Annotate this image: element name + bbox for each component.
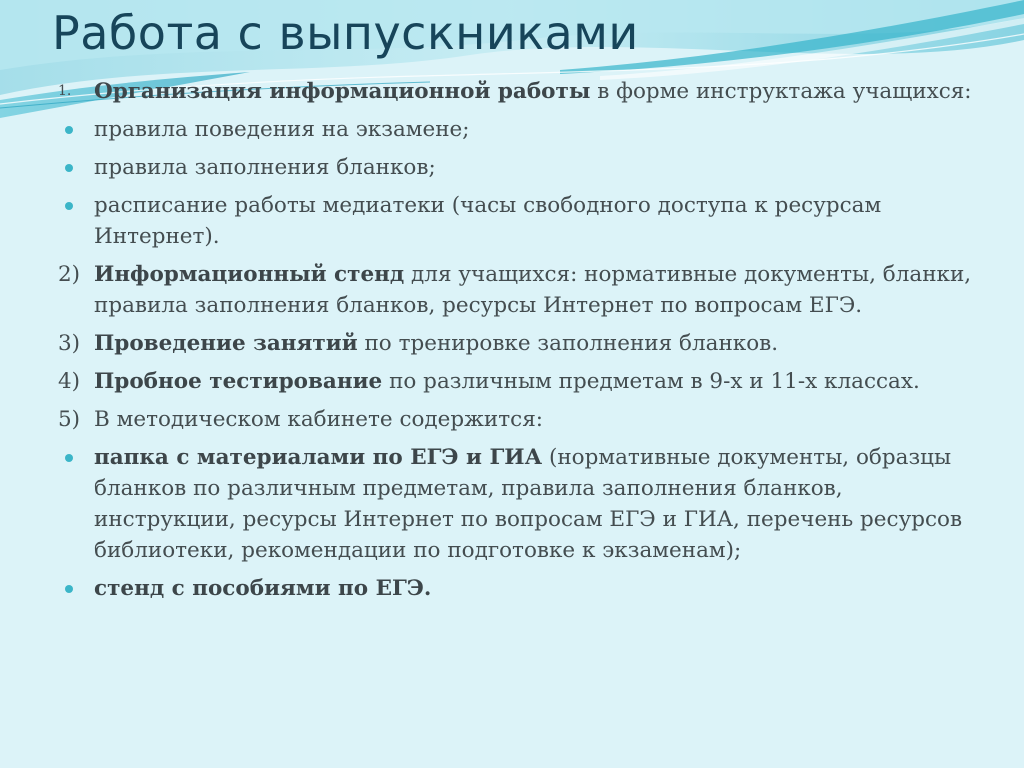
list-item [58,573,978,604]
bullet-dot-icon [65,164,73,172]
list-item [58,76,978,107]
item-text: для учащихся: нормативные документы, бланки, правила заполнения бланков, ресурсы Интернет по вопросам ЕГЭ. [94,262,972,318]
item-bold-text: Организация информационной работы [94,79,591,104]
slide-content [58,76,978,611]
item-bold-text: стенд с пособиями по ЕГЭ. [94,576,432,601]
item-bold-text: Информационный стенд [94,262,405,287]
bullet-dot-icon [65,126,73,134]
list-marker: 1. [58,83,72,99]
list-marker: 5) [58,407,81,432]
item-text: правила поведения на экзамене; [94,117,470,142]
item-text: правила заполнения бланков; [94,155,436,180]
list-item [58,404,978,435]
item-bold-text: папка с материалами по ЕГЭ и ГИА [94,445,543,470]
item-bold-text: Проведение занятий [94,331,358,356]
bullet-dot-icon [65,454,73,462]
item-text: по различным предметам в 9-х и 11-х классах. [382,369,920,394]
list-item [58,328,978,359]
item-text: В методическом кабинете содержится: [94,407,544,432]
bullet-dot-icon [65,202,73,210]
list-marker: 2) [58,262,81,287]
item-text: расписание работы медиатеки (часы свободного доступа к ресурсам Интернет). [94,193,882,249]
item-text: (нормативные документы, образцы бланков по различным предметам, правила заполнения бланков, инструкции, ресурсы Интернет по вопросам ЕГЭ и ГИА, перечень ресурсов библиотеки, рекомендации по подготовке к экзаменам); [94,445,963,563]
item-text: в форме инструктажа учащихся: [590,79,972,104]
list-item [58,190,978,252]
list-item [58,442,978,566]
slide-title: Работа с выпускниками [52,6,639,60]
list-marker: 4) [58,369,81,394]
item-bold-text: Пробное тестирование [94,369,383,394]
list-item [58,259,978,321]
list-item [58,152,978,183]
bullet-dot-icon [65,585,73,593]
list-marker: 3) [58,331,81,356]
item-text: по тренировке заполнения бланков. [357,331,779,356]
list-item [58,366,978,397]
list-item [58,114,978,145]
